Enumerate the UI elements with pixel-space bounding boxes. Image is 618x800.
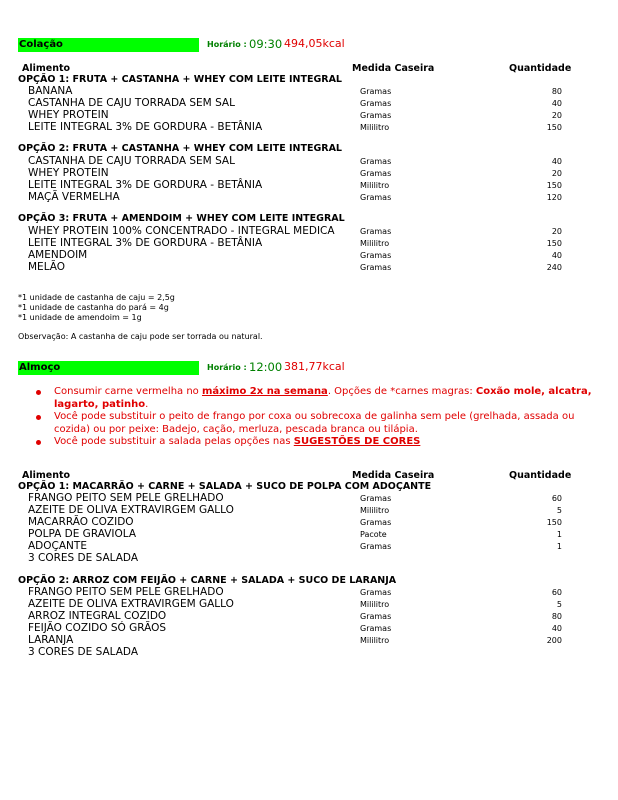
- food-measure: Mililitro: [360, 506, 390, 515]
- table-row: [0, 167, 618, 179]
- column-header-food: Alimento: [22, 470, 71, 481]
- meal-time-label: Horário :: [207, 363, 247, 372]
- option-title: OPÇÃO 2: ARROZ COM FEIJÃO + CARNE + SALADA + SUCO DE LARANJA: [18, 575, 397, 586]
- food-name: POLPA DE GRAVIOLA: [28, 528, 137, 540]
- food-measure: Gramas: [360, 227, 392, 236]
- meal-time: 09:30: [249, 37, 283, 51]
- food-quantity: 60: [551, 588, 562, 597]
- food-measure: Gramas: [360, 87, 392, 96]
- table-row: [0, 622, 618, 634]
- food-measure: Pacote: [360, 530, 387, 539]
- meal-header-almoco: Almoço: [18, 361, 199, 375]
- food-quantity: 5: [556, 600, 562, 609]
- food-quantity: 60: [551, 494, 562, 503]
- table-row: [0, 121, 618, 133]
- table-row: [0, 504, 618, 516]
- meal-time: 12:00: [249, 360, 283, 374]
- food-quantity: 40: [551, 99, 562, 108]
- table-row: [0, 261, 618, 273]
- food-measure: Mililitro: [360, 600, 390, 609]
- note-line: *1 unidade de castanha de caju = 2,5g: [18, 293, 175, 302]
- food-quantity: 1: [556, 530, 562, 539]
- food-name: MACARRÃO COZIDO: [28, 516, 134, 528]
- guidelines-list: [36, 386, 596, 449]
- food-name: MELÃO: [28, 261, 66, 273]
- food-name: CASTANHA DE CAJU TORRADA SEM SAL: [28, 97, 235, 109]
- food-quantity: 150: [546, 181, 562, 190]
- bullet-icon: [36, 440, 41, 445]
- food-name: FEIJÃO COZIDO SÓ GRÃOS: [28, 622, 167, 634]
- food-measure: Gramas: [360, 624, 392, 633]
- table-row: [0, 598, 618, 610]
- food-quantity: 80: [551, 87, 562, 96]
- guideline-item: [36, 411, 596, 436]
- table-row: [0, 85, 618, 97]
- food-measure: Gramas: [360, 251, 392, 260]
- food-quantity: 40: [551, 157, 562, 166]
- food-quantity: 20: [551, 111, 562, 120]
- food-quantity: 80: [551, 612, 562, 621]
- food-quantity: 40: [551, 251, 562, 260]
- column-header-quantity: Quantidade: [509, 63, 572, 74]
- table-row: [0, 249, 618, 261]
- guideline-text: Consumir carne vermelha no: [54, 386, 202, 397]
- food-measure: Gramas: [360, 518, 392, 527]
- food-measure: Mililitro: [360, 123, 390, 132]
- food-measure: Gramas: [360, 169, 392, 178]
- table-row: [0, 191, 618, 203]
- bullet-icon: [36, 415, 41, 420]
- table-row: [0, 225, 618, 237]
- food-quantity: 1: [556, 542, 562, 551]
- food-name: 3 CORES DE SALADA: [28, 552, 139, 564]
- food-quantity: 40: [551, 624, 562, 633]
- food-measure: Mililitro: [360, 181, 390, 190]
- food-measure: Gramas: [360, 494, 392, 503]
- food-name: CASTANHA DE CAJU TORRADA SEM SAL: [28, 155, 235, 167]
- food-name: BANANA: [28, 85, 73, 97]
- table-row: [0, 155, 618, 167]
- food-quantity: 20: [551, 169, 562, 178]
- option-title: OPÇÃO 3: FRUTA + AMENDOIM + WHEY COM LEITE INTEGRAL: [18, 213, 345, 224]
- table-row: [0, 109, 618, 121]
- color-suggestions-link[interactable]: SUGESTÕES DE CORES: [293, 436, 421, 447]
- meal-time-label: Horário :: [207, 40, 247, 49]
- food-name: AZEITE DE OLIVA EXTRAVIRGEM GALLO: [28, 598, 234, 610]
- food-name: WHEY PROTEIN 100% CONCENTRADO - INTEGRAL MEDICA: [28, 225, 335, 237]
- table-row: [0, 528, 618, 540]
- table-row: [0, 552, 618, 564]
- guideline-text: . Opções de *carnes magras:: [327, 386, 476, 397]
- option-title: OPÇÃO 1: MACARRÃO + CARNE + SALADA + SUCO DE POLPA COM ADOÇANTE: [18, 481, 432, 492]
- table-row: [0, 634, 618, 646]
- food-name: FRANGO PEITO SEM PELE GRELHADO: [28, 586, 224, 598]
- guideline-text: Você pode substituir a salada pelas opções nas: [54, 436, 294, 447]
- table-row: [0, 97, 618, 109]
- food-quantity: 150: [546, 123, 562, 132]
- column-header-measure: Medida Caseira: [352, 470, 435, 481]
- table-row: [0, 237, 618, 249]
- meal-header-colacao: Colação: [18, 38, 199, 52]
- table-row: [0, 492, 618, 504]
- guideline-emphasis: Coxão mole, alcatra, lagarto, patinho: [54, 386, 592, 410]
- meal-kcal: 381,77kcal: [284, 360, 345, 373]
- option-title: OPÇÃO 1: FRUTA + CASTANHA + WHEY COM LEITE INTEGRAL: [18, 74, 342, 85]
- table-row: [0, 610, 618, 622]
- food-name: LEITE INTEGRAL 3% DE GORDURA - BETÂNIA: [28, 237, 263, 249]
- guideline-text: Você pode substituir o peito de frango por coxa ou sobrecoxa de galinha sem pele (grelhada, assada ou cozida) ou por peixe: Badejo, cação, merluza, pescada branca ou tilápia.: [54, 411, 575, 435]
- column-header-measure: Medida Caseira: [352, 63, 435, 74]
- food-quantity: 150: [546, 518, 562, 527]
- food-name: ARROZ INTEGRAL COZIDO: [28, 610, 167, 622]
- note-line: *1 unidade de amendoim = 1g: [18, 313, 142, 322]
- table-row: [0, 646, 618, 658]
- food-name: MAÇÃ VERMELHA: [28, 191, 120, 203]
- column-header-food: Alimento: [22, 63, 71, 74]
- food-name: WHEY PROTEIN: [28, 109, 109, 121]
- guideline-item: [36, 436, 596, 449]
- food-name: LEITE INTEGRAL 3% DE GORDURA - BETÂNIA: [28, 179, 263, 191]
- food-measure: Gramas: [360, 111, 392, 120]
- guideline-text: .: [145, 398, 149, 410]
- food-measure: Gramas: [360, 588, 392, 597]
- meal-kcal: 494,05kcal: [284, 37, 345, 50]
- table-row: [0, 516, 618, 528]
- food-quantity: 200: [546, 636, 562, 645]
- guideline-emphasis: máximo 2x na semana: [201, 386, 328, 397]
- food-name: 3 CORES DE SALADA: [28, 646, 139, 658]
- food-name: AMENDOIM: [28, 249, 88, 261]
- table-row: [0, 586, 618, 598]
- food-measure: Gramas: [360, 612, 392, 621]
- food-quantity: 150: [546, 239, 562, 248]
- option-title: OPÇÃO 2: FRUTA + CASTANHA + WHEY COM LEITE INTEGRAL: [18, 143, 342, 154]
- food-name: AZEITE DE OLIVA EXTRAVIRGEM GALLO: [28, 504, 234, 516]
- food-measure: Mililitro: [360, 636, 390, 645]
- food-name: LEITE INTEGRAL 3% DE GORDURA - BETÂNIA: [28, 121, 263, 133]
- food-name: ADOÇANTE: [28, 540, 87, 552]
- food-name: WHEY PROTEIN: [28, 167, 109, 179]
- food-name: FRANGO PEITO SEM PELE GRELHADO: [28, 492, 224, 504]
- observation-note: Observação: A castanha de caju pode ser torrada ou natural.: [18, 332, 263, 341]
- column-header-quantity: Quantidade: [509, 470, 572, 481]
- food-measure: Gramas: [360, 193, 392, 202]
- note-line: *1 unidade de castanha do pará = 4g: [18, 303, 169, 312]
- table-row: [0, 179, 618, 191]
- food-quantity: 240: [546, 263, 562, 272]
- food-quantity: 20: [551, 227, 562, 236]
- food-quantity: 5: [556, 506, 562, 515]
- food-measure: Gramas: [360, 157, 392, 166]
- food-measure: Gramas: [360, 542, 392, 551]
- food-quantity: 120: [546, 193, 562, 202]
- bullet-icon: [36, 390, 41, 395]
- food-name: LARANJA: [28, 634, 74, 646]
- food-measure: Mililitro: [360, 239, 390, 248]
- food-measure: Gramas: [360, 263, 392, 272]
- guideline-item: [36, 386, 596, 411]
- food-measure: Gramas: [360, 99, 392, 108]
- table-row: [0, 540, 618, 552]
